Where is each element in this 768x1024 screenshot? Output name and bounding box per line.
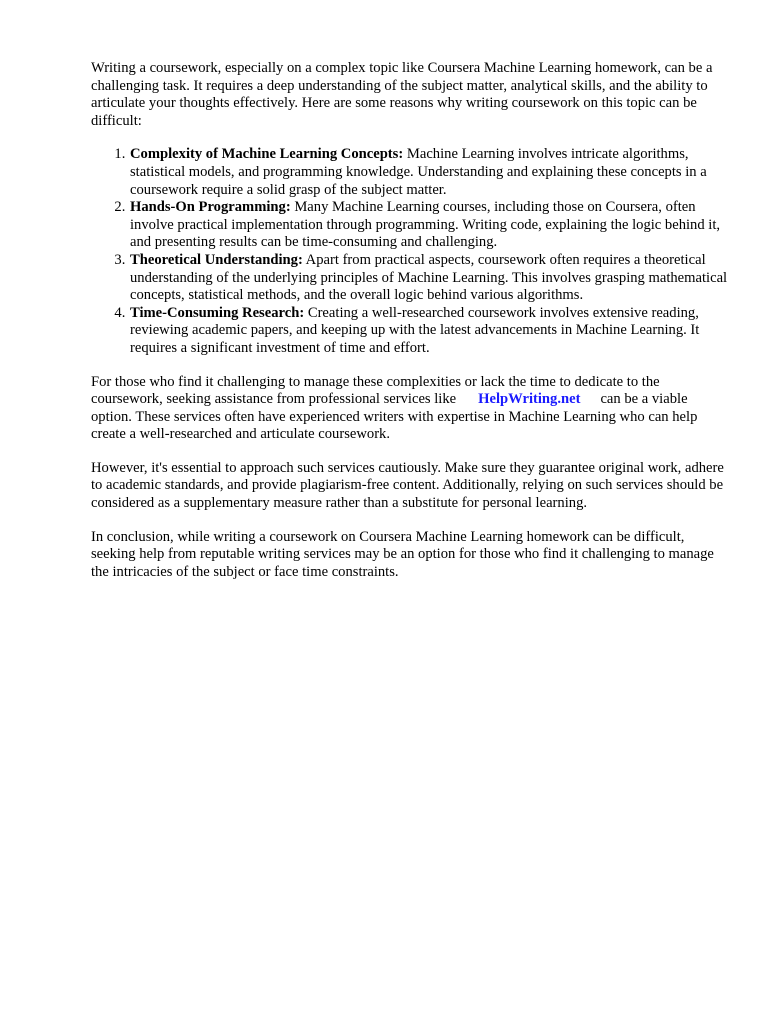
- reason-term: Complexity of Machine Learning Concepts:: [130, 146, 404, 163]
- reason-term: Theoretical Understanding:: [130, 251, 303, 268]
- intro-paragraph: Writing a coursework, especially on a complex topic like Coursera Machine Learning homework, can be a challenging task. It requires a deep understanding of the subject matter, analytical skills, and the ability to articulate your thoughts effectively. Here are some reasons why writing coursework on this topic can be difficult:: [91, 60, 713, 129]
- list-item: [129, 146, 731, 199]
- list-item: [129, 252, 731, 305]
- document-page: [91, 60, 731, 597]
- list-item: [129, 305, 731, 358]
- reason-text: Creating a well-researched coursework involves extensive reading, reviewing academic papers, and keeping up with the latest advancements in Machine Learning. It requires a significant investment of time and effort.: [130, 304, 700, 356]
- reasons-list: [91, 146, 731, 357]
- assistance-text-after: can be a viable option. These services often have experienced writers with expertise in Machine Learning who can help create a well-researched and articulate coursework.: [91, 391, 698, 443]
- assistance-text-before: For those who find it challenging to manage these complexities or lack the time to dedicate to the coursework, seeking assistance from professional services like: [91, 373, 660, 408]
- reason-term: Hands-On Programming:: [130, 199, 291, 216]
- reason-term: Time-Consuming Research:: [130, 304, 305, 321]
- reason-text: Many Machine Learning courses, including those on Coursera, often involve practical implementation through programming. Writing code, explaining the logic behind it, and presenting results can be time-consuming and challenging.: [130, 199, 721, 251]
- caution-paragraph: However, it's essential to approach such services cautiously. Make sure they guarantee original work, adhere to academic standards, and provide plagiarism-free content. Additionally, relying on such services should be considered as a supplementary measure rather than a substitute for personal learning.: [91, 459, 724, 512]
- reason-text: Apart from practical aspects, coursework often requires a theoretical understanding of the underlying principles of Machine Learning. This involves grasping mathematical concepts, statistical methods, and the overall logic behind various algorithms.: [130, 251, 728, 304]
- reason-text: Machine Learning involves intricate algorithms, statistical models, and programming knowledge. Understanding and explaining these concepts in a coursework require a solid grasp of the subject matter.: [130, 146, 707, 198]
- assistance-paragraph: [91, 374, 731, 444]
- conclusion-paragraph: In conclusion, while writing a coursework on Coursera Machine Learning homework can be difficult, seeking help from reputable writing services may be an option for those who find it challenging to manage the intricacies of the subject or face time constraints.: [91, 528, 714, 580]
- list-item: [129, 199, 731, 252]
- helpwriting-link[interactable]: HelpWriting.net: [478, 391, 581, 408]
